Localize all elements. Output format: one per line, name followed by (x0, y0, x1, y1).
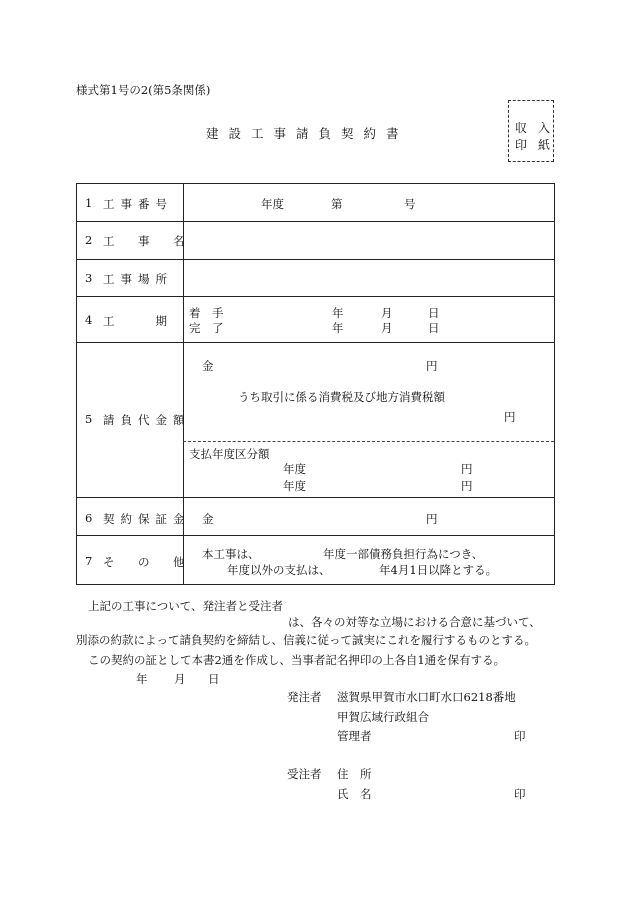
date-month: 月 (174, 672, 186, 686)
row1-label: 工事番号 (103, 197, 173, 211)
row4-start-year: 年 (332, 306, 344, 320)
orderer-address: 滋賀県甲賀市水口町水口6218番地 (337, 690, 516, 704)
row-divider (77, 221, 554, 222)
row7-number: 7 (85, 554, 93, 568)
contractor-address-label: 住 所 (337, 767, 372, 781)
body-paragraph-1: 上記の工事について、発注者と受注者 (88, 599, 284, 613)
row4-start-day: 日 (428, 306, 440, 320)
row7-line1-b: 年度一部債務負担行為につき、 (323, 547, 484, 561)
stamp-line-1: 収入 (515, 121, 562, 135)
row7-label: そ の 他 (103, 555, 191, 569)
row4-end-month: 月 (381, 321, 393, 335)
row5-en: 円 (426, 359, 438, 373)
contractor-seal: 印 (514, 787, 526, 801)
row2-label: 工 事 名 (103, 234, 191, 248)
orderer-role: 発注者 (287, 690, 322, 704)
row-divider (77, 259, 554, 260)
row5-tax-label: うち取引に係る消費税及び地方消費税額 (238, 390, 445, 404)
row4-end-year: 年 (332, 321, 344, 335)
row5-split-en-1: 円 (461, 462, 473, 476)
row5-kin: 金 (202, 359, 214, 373)
orderer-organization: 甲賀広域行政組合 (337, 710, 429, 724)
revenue-stamp-box (508, 100, 562, 162)
row5-label: 請負代金額 (103, 413, 191, 427)
row4-end: 完 了 (189, 321, 224, 335)
row7-line2-a: 年度以外の支払は、 (227, 563, 331, 577)
row4-label: 工 期 (103, 314, 173, 328)
row7-line1-a: 本工事は、 (202, 547, 260, 561)
orderer-manager: 管理者 (337, 729, 372, 743)
row4-number: 4 (85, 313, 93, 327)
form-number: 様式第1号の2(第5条関係) (76, 83, 211, 97)
row1-number: 1 (85, 196, 93, 210)
row3-label: 工事場所 (103, 272, 173, 286)
contractor-role: 受注者 (287, 767, 322, 781)
dashed-divider (183, 441, 554, 442)
row5-split-nendo-1: 年度 (283, 462, 306, 476)
row-divider (77, 342, 554, 343)
row5-split-en-2: 円 (461, 479, 473, 493)
date-day: 日 (208, 672, 220, 686)
row1-nendo: 年度 (261, 197, 284, 211)
row4-end-day: 日 (428, 321, 440, 335)
document-title: 建設工事請負契約書 (206, 126, 409, 141)
row6-kin: 金 (202, 512, 214, 526)
row6-en: 円 (426, 512, 438, 526)
row1-dai: 第 (331, 197, 343, 211)
row5-tax-en: 円 (504, 410, 516, 424)
row1-go: 号 (404, 197, 416, 211)
row-divider (77, 497, 554, 498)
row6-label: 契約保証金 (103, 512, 191, 526)
row5-split-nendo-2: 年度 (283, 479, 306, 493)
row3-number: 3 (85, 271, 93, 285)
row4-start-month: 月 (381, 306, 393, 320)
orderer-seal: 印 (514, 729, 526, 743)
row4-start: 着 手 (189, 306, 224, 320)
row7-line2-b: 年4月1日以降とする。 (379, 563, 498, 577)
row5-split-label: 支払年度区分額 (189, 447, 270, 461)
contractor-name-label: 氏 名 (337, 787, 372, 801)
stamp-line-2: 印紙 (515, 138, 562, 152)
date-year: 年 (136, 672, 148, 686)
row-divider (77, 296, 554, 297)
body-paragraph-4: この契約の証として本書2通を作成し、当事者記名押印の上各自1通を保有する。 (88, 653, 506, 667)
row5-number: 5 (85, 412, 93, 426)
body-paragraph-2: は、各々の対等な立場における合意に基づいて、 (288, 615, 541, 629)
row6-number: 6 (85, 511, 93, 525)
contract-table (76, 183, 555, 585)
row-divider (77, 535, 554, 536)
row2-number: 2 (85, 233, 93, 247)
body-paragraph-3: 別添の約款によって請負契約を締結し、信義に従って誠実にこれを履行するものとする。 (76, 633, 536, 647)
